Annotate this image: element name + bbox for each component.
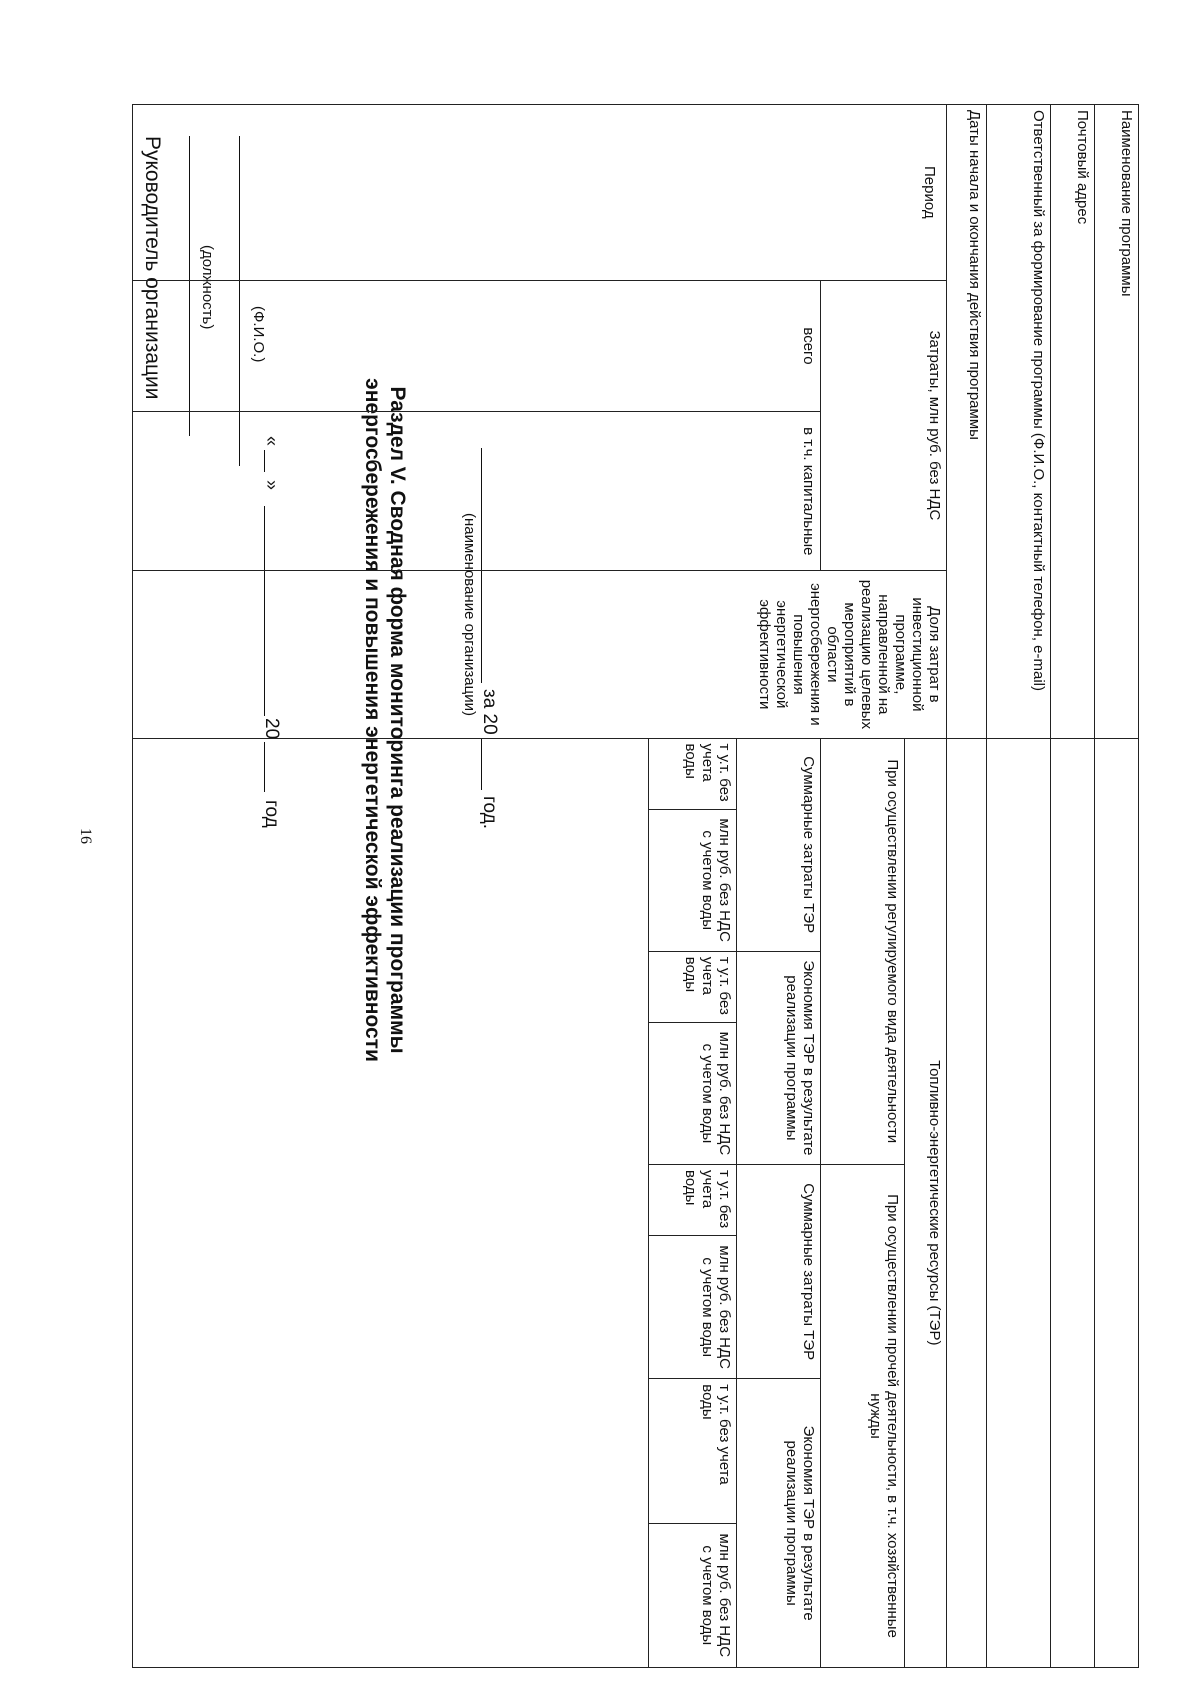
period-prefix: за 20 bbox=[479, 689, 500, 735]
period-header: Период bbox=[133, 105, 947, 281]
unit-tut: т у.т. без учета воды bbox=[649, 1165, 737, 1236]
year-suffix: год bbox=[261, 800, 282, 828]
org-caption: (наименование организации) bbox=[461, 513, 478, 716]
monitoring-table bbox=[132, 104, 1139, 1668]
info-label: Ответственный за формирование программы (Ф.И.О., контактный телефон, e-mail) bbox=[987, 105, 1051, 739]
costs-header: Затраты, млн руб. без НДС bbox=[821, 280, 947, 571]
name-caption: (Ф.И.О.) bbox=[250, 306, 267, 363]
fer-header: Топливно-энергетические ресурсы (ТЭР) bbox=[905, 738, 947, 1667]
position-caption: (должность) bbox=[199, 245, 216, 330]
table-row bbox=[987, 105, 1051, 1668]
info-value bbox=[1095, 738, 1139, 1667]
table-row bbox=[905, 105, 947, 1668]
period-suffix: год. bbox=[479, 796, 500, 830]
unit-tut: т у.т. без учета воды bbox=[649, 951, 737, 1022]
table-row bbox=[737, 105, 821, 1668]
table-row bbox=[1051, 105, 1095, 1668]
unit-rub: млн руб. без НДС с учетом воды bbox=[649, 809, 737, 951]
costs-capital-header: в т.ч. капитальные bbox=[133, 412, 821, 571]
other-savings: Экономия ТЭР в результате реализации программы bbox=[737, 1379, 821, 1668]
head-label: Руководитель организации bbox=[141, 136, 164, 400]
title-line-2: энергосбережения и повышения энергетической эффективности bbox=[361, 378, 384, 1062]
table-row bbox=[947, 105, 987, 1668]
unit-rub: млн руб. без НДС с учетом воды bbox=[649, 1022, 737, 1164]
info-value bbox=[1051, 738, 1095, 1667]
regulated-savings: Экономия ТЭР в результате реализации программы bbox=[737, 951, 821, 1164]
info-label: Почтовый адрес bbox=[1051, 105, 1095, 739]
info-value bbox=[987, 738, 1051, 1667]
unit-rub: млн руб. без НДС с учетом воды bbox=[649, 1236, 737, 1379]
date-open-quote: « bbox=[262, 436, 282, 447]
unit-tut: т у.т. без учета воды bbox=[649, 1379, 737, 1523]
regulated-header: При осуществлении регулируемого вида деятельности bbox=[821, 738, 905, 1164]
costs-total-header: всего bbox=[133, 280, 821, 412]
unit-tut: т у.т. без учета воды bbox=[649, 738, 737, 809]
share-header: Доля затрат в инвестиционной программе, направленной на реализацию целевых мероприятий в области энергосбережения и повышения энергетической эффективности bbox=[133, 571, 947, 738]
info-label: Даты начала и окончания действия программы bbox=[947, 105, 987, 739]
year-prefix: 20 bbox=[261, 718, 282, 740]
page-number: 16 bbox=[77, 828, 94, 844]
regulated-total-costs: Суммарные затраты ТЭР bbox=[737, 738, 821, 951]
other-header: При осуществлении прочей деятельности, в т.ч. хозяйственные нужды bbox=[821, 1165, 905, 1668]
title-line-1: Раздел V. Сводная форма мониторинга реализации программы bbox=[386, 386, 409, 1054]
info-value bbox=[947, 738, 987, 1667]
date-close-quote: » bbox=[262, 480, 282, 491]
data-area bbox=[133, 738, 649, 1667]
other-total-costs: Суммарные затраты ТЭР bbox=[737, 1165, 821, 1379]
table-row bbox=[1095, 105, 1139, 1668]
info-label: Наименование программы bbox=[1095, 105, 1139, 739]
unit-rub: млн руб. без НДС с учетом воды bbox=[649, 1523, 737, 1667]
